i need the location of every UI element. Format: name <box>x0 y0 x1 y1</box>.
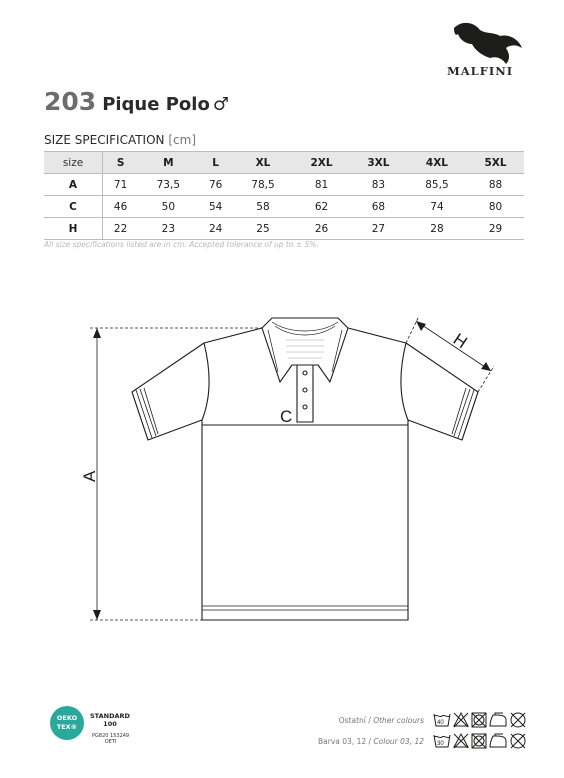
no-tumble-dry-icon <box>472 713 486 727</box>
brand-name: MALFINI <box>447 64 514 78</box>
size-spec-heading <box>44 133 196 147</box>
care-symbols-row-2 <box>433 732 533 750</box>
table-row <box>44 218 524 240</box>
oeko-line-2: TEX® <box>56 723 78 731</box>
row-label: A <box>44 174 103 196</box>
standard-label <box>90 712 130 728</box>
table-cell: 76 <box>198 174 232 196</box>
eagle-icon <box>454 23 522 64</box>
table-cell: 50 <box>138 196 198 218</box>
cert-line-2: OETI <box>104 739 117 745</box>
table-cell: 24 <box>198 218 232 240</box>
table-row <box>44 196 524 218</box>
size-header-cell: 3XL <box>350 152 407 174</box>
cert-line-1: PG820 153249 <box>92 733 130 739</box>
size-spec-unit: [cm] <box>168 133 196 147</box>
product-code: 203 <box>44 87 97 116</box>
measure-label-c: C <box>280 407 293 426</box>
tolerance-note: All size specifications listed are in cm. Accepted tolerance of up to ± 5%. <box>44 240 319 249</box>
size-table <box>44 151 524 240</box>
care-symbols-row-1 <box>433 711 533 729</box>
table-cell: 73,5 <box>138 174 198 196</box>
table-cell: 74 <box>407 196 467 218</box>
care-colour-cz: Barva 03, 12 <box>318 737 367 746</box>
table-cell: 22 <box>103 218 139 240</box>
table-cell: 29 <box>467 218 524 240</box>
polo-shirt-diagram <box>0 300 564 630</box>
no-bleach-icon <box>454 713 468 727</box>
table-cell: 80 <box>467 196 524 218</box>
oeko-tex-badge <box>50 706 84 740</box>
size-header-cell: M <box>138 152 198 174</box>
size-header-cell: XL <box>233 152 293 174</box>
table-row <box>44 174 524 196</box>
iron-icon <box>490 734 506 747</box>
collar-outline <box>262 318 348 382</box>
shirt-body-outline <box>132 328 478 620</box>
care-other-en: Other colours <box>373 716 424 725</box>
standard-line-2: 100 <box>103 720 117 728</box>
male-symbol-icon: ♂ <box>212 94 229 115</box>
no-dry-clean-icon <box>511 734 525 748</box>
table-cell: 62 <box>293 196 350 218</box>
wash-temp-label: 40 <box>437 720 444 726</box>
care-colour-en: Colour 03, 12 <box>373 737 424 746</box>
iron-icon <box>490 713 506 726</box>
measure-label-a: A <box>80 470 99 482</box>
table-cell: 85,5 <box>407 174 467 196</box>
care-other-cz: Ostatní <box>338 716 366 725</box>
size-spec-title: SIZE SPECIFICATION <box>44 133 165 147</box>
table-cell: 26 <box>293 218 350 240</box>
table-cell: 25 <box>233 218 293 240</box>
table-cell: 83 <box>350 174 407 196</box>
care-label-other-colours: Ostatní / Other colours <box>338 716 424 725</box>
product-title <box>44 87 229 116</box>
row-label: H <box>44 218 103 240</box>
table-cell: 81 <box>293 174 350 196</box>
no-dry-clean-icon <box>511 713 525 727</box>
table-cell: 88 <box>467 174 524 196</box>
size-header-cell: S <box>103 152 139 174</box>
table-cell: 58 <box>233 196 293 218</box>
table-cell: 78,5 <box>233 174 293 196</box>
product-name: Pique Polo <box>102 94 210 115</box>
oeko-line-1: OEKO <box>56 714 78 722</box>
size-corner-label: size <box>44 152 103 174</box>
size-header-cell: L <box>198 152 232 174</box>
size-header-cell: 5XL <box>467 152 524 174</box>
certificate-number <box>92 733 129 745</box>
size-header-cell: 2XL <box>293 152 350 174</box>
no-bleach-icon <box>454 734 468 748</box>
table-cell: 23 <box>138 218 198 240</box>
table-cell: 28 <box>407 218 467 240</box>
size-header-row <box>44 152 524 174</box>
size-header-cell: 4XL <box>407 152 467 174</box>
table-cell: 68 <box>350 196 407 218</box>
placket-outline <box>297 365 313 422</box>
wash-temp-label: 30 <box>437 741 444 747</box>
table-cell: 54 <box>198 196 232 218</box>
standard-line-1: STANDARD <box>90 712 130 720</box>
row-label: C <box>44 196 103 218</box>
table-cell: 46 <box>103 196 139 218</box>
table-cell: 71 <box>103 174 139 196</box>
table-cell: 27 <box>350 218 407 240</box>
measure-label-h: H <box>449 329 471 353</box>
care-label-colour: Barva 03, 12 / Colour 03, 12 <box>318 737 424 746</box>
no-tumble-dry-icon <box>472 734 486 748</box>
